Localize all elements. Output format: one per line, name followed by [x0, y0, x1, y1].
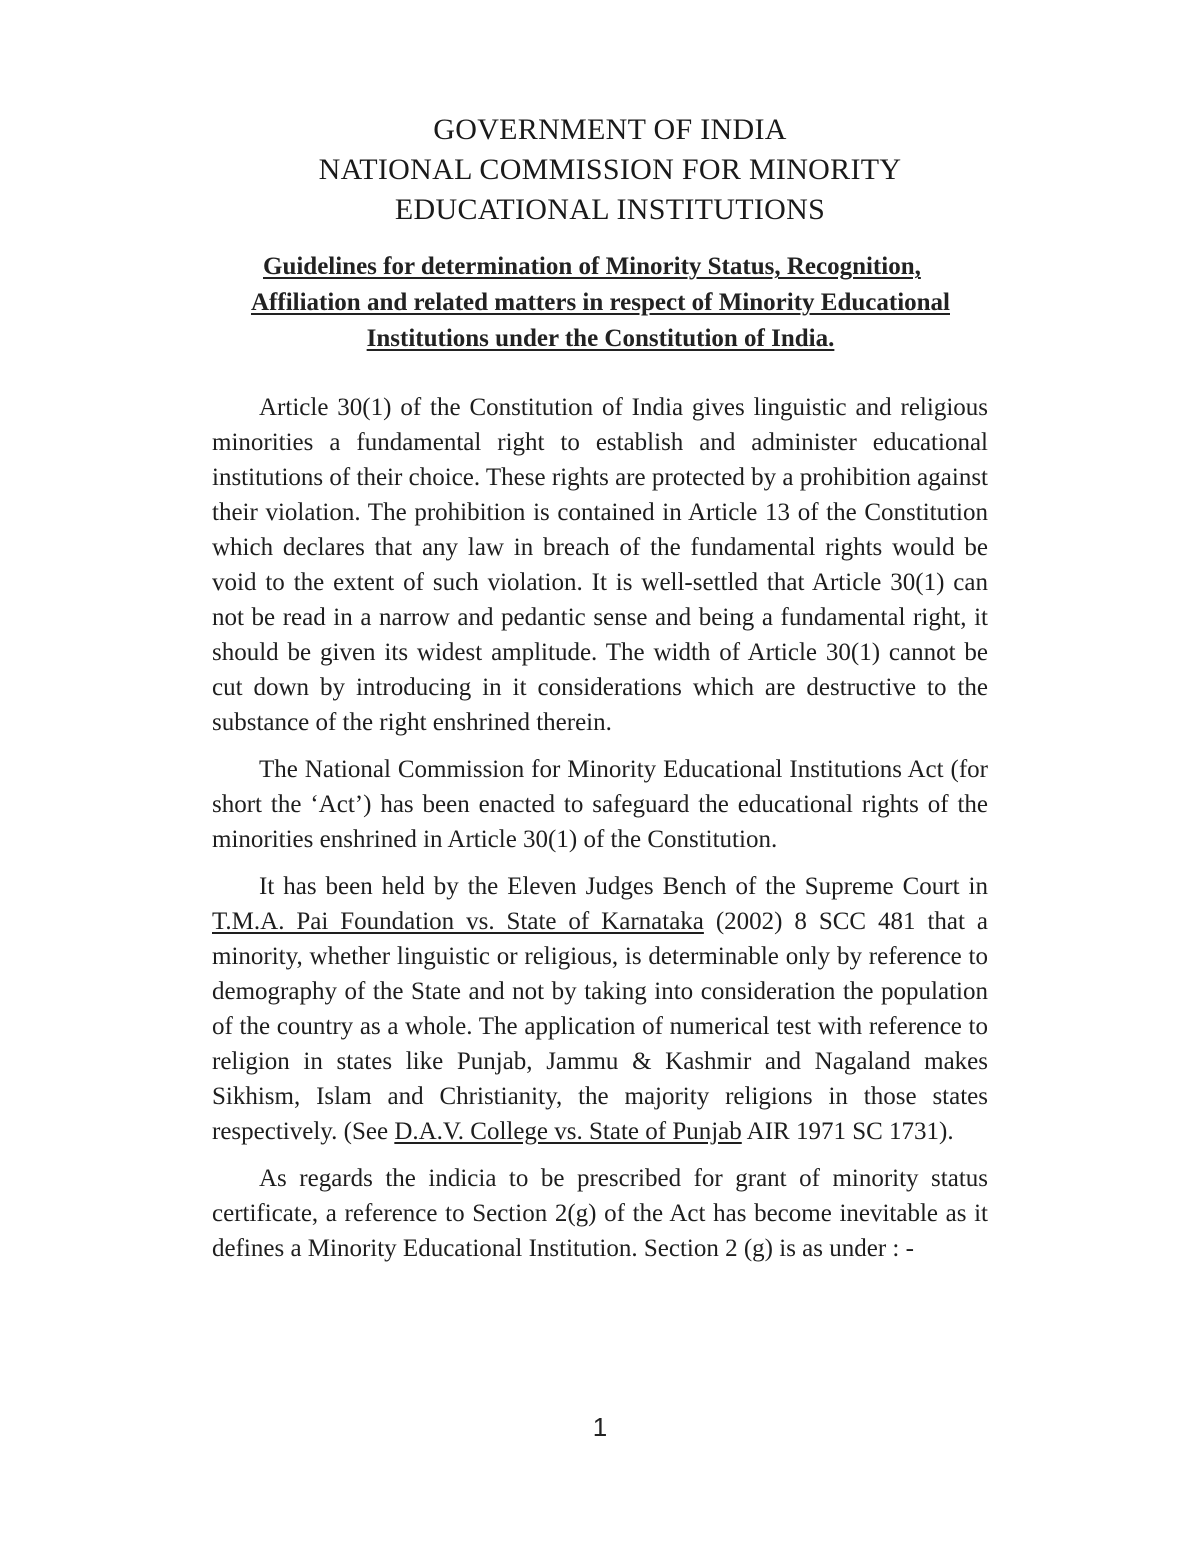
guidelines-title-line: Institutions under the Constitution of India.	[366, 325, 835, 352]
guidelines-title-line: Guidelines for determination of Minority Status, Recognition,	[263, 253, 921, 280]
paragraph-ncmei-act: The National Commission for Minority Educational Institutions Act (for short the ‘Act’) has been enacted to safeguard the educational rights of the minorities enshrined in Article 30(1) of the Constitution.	[212, 756, 988, 853]
guidelines-title-line: Affiliation and related matters in respect of Minority Educational	[250, 289, 950, 316]
document-header	[210, 110, 1010, 230]
guidelines-title	[213, 249, 988, 357]
paragraph-article-30: Article 30(1) of the Constitution of India gives linguistic and religious minorities a fundamental right to establish and administer educational institutions of their choice. These rights are protected by a prohibition against their violation. The prohibition is contained in Article 13 of the Constitution which declares that any law in breach of the fundamental rights would be void to the extent of such violation. It is well-settled that Article 30(1) can not be read in a narrow and pedantic sense and being a fundamental right, it should be given its widest amplitude. The width of Article 30(1) cannot be cut down by introducing in it considerations which are destructive to the substance of the right enshrined therein.	[212, 394, 988, 736]
case-citation-dav-college: D.A.V. College vs. State of Punjab	[394, 1118, 742, 1145]
header-line-commission: NATIONAL COMMISSION FOR MINORITY	[318, 153, 902, 186]
page-number: 1	[592, 1412, 608, 1442]
paragraph-section-2g: As regards the indicia to be prescribed for grant of minority status certificate, a reference to Section 2(g) of the Act has become inevitable as it defines a Minority Educational Institution. Section 2 (g) is as under : -	[212, 1165, 988, 1262]
document-body	[212, 390, 988, 1278]
case-citation-tma-pai: T.M.A. Pai Foundation vs. State of Karnataka	[212, 908, 704, 935]
header-line-government: GOVERNMENT OF INDIA	[433, 113, 787, 146]
header-line-institutions: EDUCATIONAL INSTITUTIONS	[394, 193, 826, 226]
paragraph-tma-pai: It has been held by the Eleven Judges Bench of the Supreme Court in T.M.A. Pai Foundation vs. State of Karnataka (2002) 8 SCC 481 that a minority, whether linguistic or religious, is determinable only by reference to demography of the State and not by taking into consideration the population of the country as a whole. The application of numerical test with reference to religion in states like Punjab, Jammu & Kashmir and Nagaland makes Sikhism, Islam and Christianity, the majority religions in those states respectively. (See D.A.V. College vs. State of Punjab AIR 1971 SC 1731).	[212, 873, 988, 1145]
